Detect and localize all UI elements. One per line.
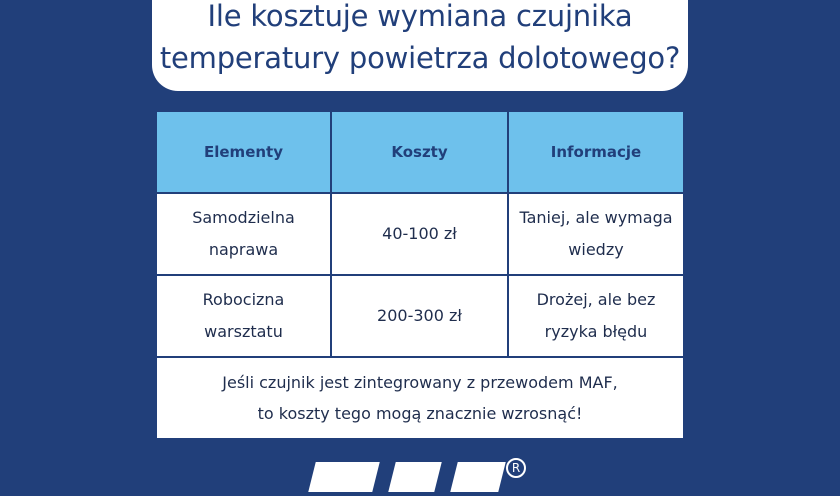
- cell-note: [156, 357, 684, 439]
- note-line-2: to koszty tego mogą znacznie wzrosnąć!: [257, 404, 583, 423]
- cell-info: [508, 275, 684, 357]
- title-line-2: temperatury powietrza dolotowego?: [159, 41, 681, 75]
- cell-element-line: Samodzielna: [192, 208, 295, 227]
- table-header-row: [156, 111, 684, 193]
- table-row: [156, 275, 684, 357]
- table-row: [156, 193, 684, 275]
- logo-shape: [388, 462, 441, 492]
- cost-table: [155, 110, 685, 440]
- note-line-1: Jeśli czujnik jest zintegrowany z przewodem MAF,: [222, 373, 618, 392]
- cell-element: [156, 275, 331, 357]
- table-note-row: [156, 357, 684, 439]
- logo-shape: [450, 462, 505, 492]
- cell-element-line: Robocizna: [202, 290, 285, 309]
- cell-element: [156, 193, 331, 275]
- cell-element-line: naprawa: [208, 240, 279, 259]
- header-koszty: Koszty: [331, 111, 508, 193]
- cell-info-line: ryzyka błędu: [544, 322, 648, 341]
- cell-cost: 40-100 zł: [331, 193, 508, 275]
- title-card: [152, 0, 688, 91]
- header-elementy: Elementy: [156, 111, 331, 193]
- registered-mark-icon: R: [506, 458, 526, 478]
- cell-info-line: Drożej, ale bez: [536, 290, 656, 309]
- cell-info-line: Taniej, ale wymaga: [519, 208, 673, 227]
- brand-logo: [308, 456, 508, 496]
- header-informacje: Informacje: [508, 111, 684, 193]
- cell-cost: 200-300 zł: [331, 275, 508, 357]
- logo-shape: [308, 462, 379, 492]
- title-line-1: Ile kosztuje wymiana czujnika: [207, 0, 633, 33]
- cell-info-line: wiedzy: [568, 240, 624, 259]
- cell-element-line: warsztatu: [204, 322, 283, 341]
- cell-info: [508, 193, 684, 275]
